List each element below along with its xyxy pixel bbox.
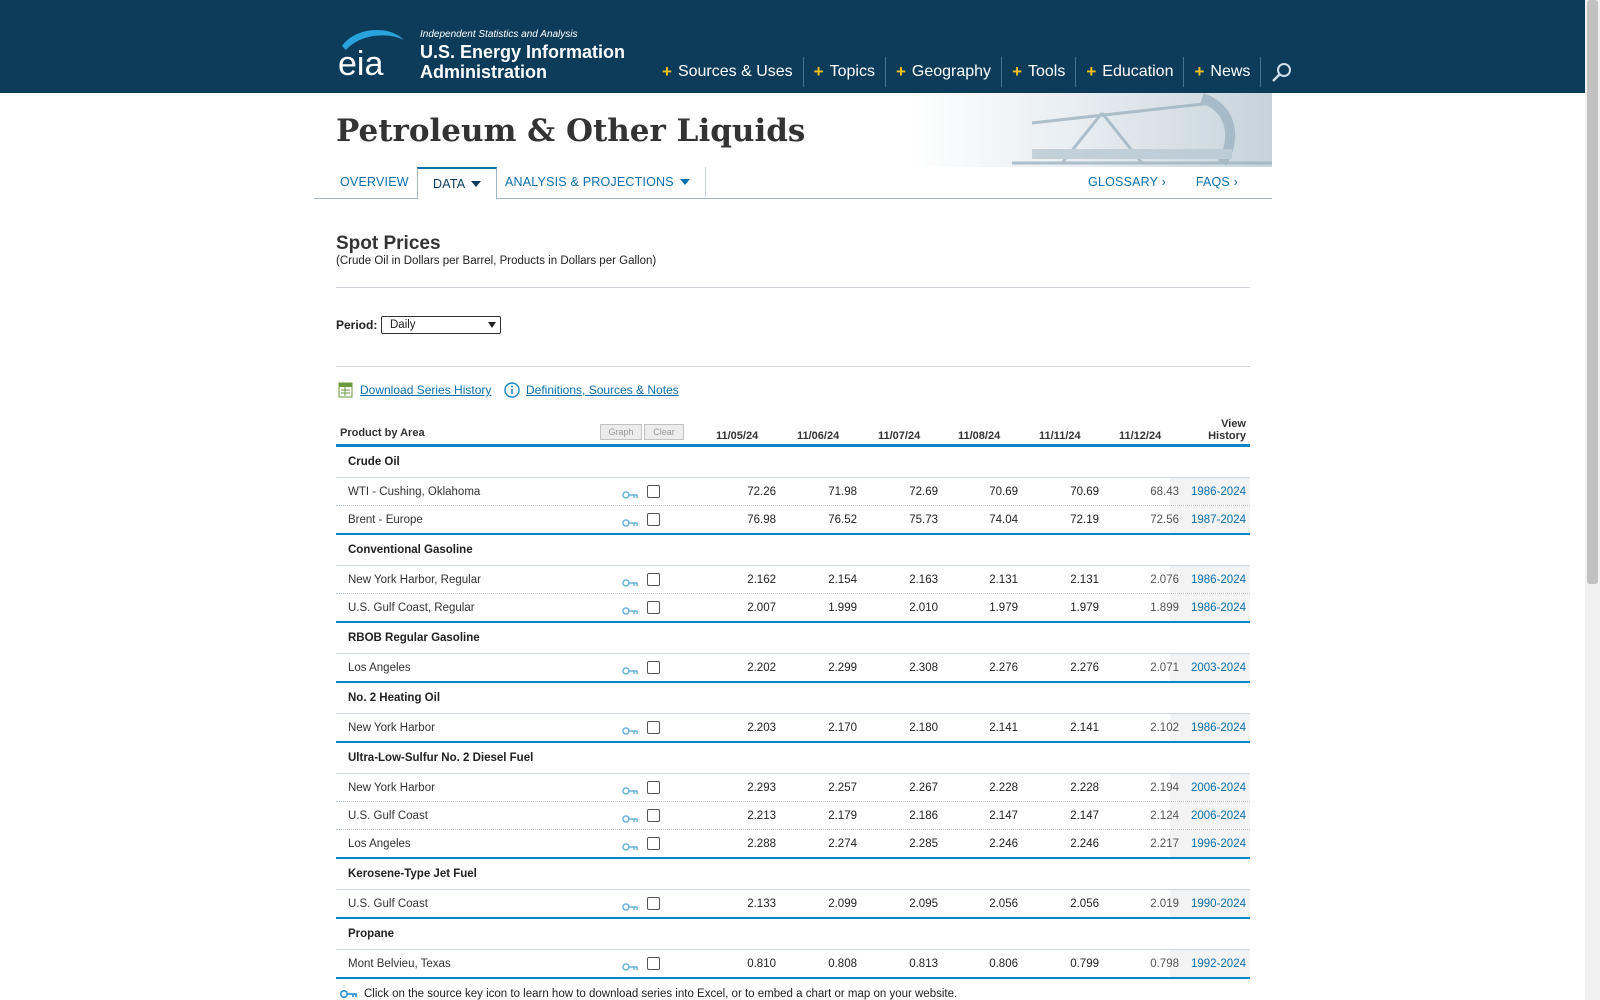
price-cell: 70.69 xyxy=(1070,486,1099,498)
nav-label: Topics xyxy=(829,63,875,80)
price-cell: 2.019 xyxy=(1150,898,1179,910)
price-cell: 72.19 xyxy=(1070,514,1099,526)
graph-checkbox[interactable] xyxy=(647,837,660,850)
view-history-header xyxy=(1208,418,1246,442)
plus-icon: + xyxy=(1194,62,1205,81)
price-cell: 71.98 xyxy=(828,486,857,498)
price-cell: 72.56 xyxy=(1150,514,1179,526)
view-history-link[interactable]: 2006-2024 xyxy=(1191,782,1246,794)
graph-checkbox[interactable] xyxy=(647,897,660,910)
date-header: 11/11/24 xyxy=(1039,430,1081,442)
price-cell: 2.202 xyxy=(747,662,776,674)
row-label: U.S. Gulf Coast, Regular xyxy=(348,602,475,614)
row-label: U.S. Gulf Coast xyxy=(348,898,428,910)
view-history-link[interactable]: 1990-2024 xyxy=(1191,898,1246,910)
group-header-row xyxy=(336,535,1250,566)
group-header-row xyxy=(336,683,1250,714)
price-cell: 2.170 xyxy=(828,722,857,734)
price-cell: 2.162 xyxy=(747,574,776,586)
section-subnav xyxy=(314,167,1272,199)
view-history-link[interactable]: 1986-2024 xyxy=(1191,486,1246,498)
view-history-link[interactable]: 1992-2024 xyxy=(1191,958,1246,970)
price-cell: 72.26 xyxy=(747,486,776,498)
top-header xyxy=(0,0,1585,93)
row-label: Mont Belvieu, Texas xyxy=(348,958,451,970)
price-cell: 2.099 xyxy=(828,898,857,910)
price-cell: 2.299 xyxy=(828,662,857,674)
price-cell: 2.056 xyxy=(989,898,1018,910)
price-cell: 72.69 xyxy=(909,486,938,498)
price-cell: 2.217 xyxy=(1150,838,1179,850)
price-cell: 2.276 xyxy=(1070,662,1099,674)
product-by-area-header: Product by Area xyxy=(340,427,425,439)
eia-logo[interactable] xyxy=(336,26,626,82)
tab-data[interactable] xyxy=(417,167,497,200)
row-label: Brent - Europe xyxy=(348,514,423,526)
price-cell: 1.979 xyxy=(989,602,1018,614)
graph-checkbox[interactable] xyxy=(647,957,660,970)
row-label: U.S. Gulf Coast xyxy=(348,810,428,822)
date-header: 11/06/24 xyxy=(797,430,840,442)
view-history-link[interactable]: 1987-2024 xyxy=(1191,514,1246,526)
nav-topics[interactable] xyxy=(804,57,886,87)
tab-glossary[interactable] xyxy=(1078,167,1176,197)
view-history-link[interactable]: 2003-2024 xyxy=(1191,662,1246,674)
table-body xyxy=(336,447,1250,979)
date-header: 11/12/24 xyxy=(1119,430,1162,442)
group-header-row xyxy=(336,919,1250,950)
view-history-link[interactable]: 1986-2024 xyxy=(1191,574,1246,586)
price-cell: 2.186 xyxy=(909,810,938,822)
table-row xyxy=(336,830,1250,859)
price-cell: 0.810 xyxy=(747,958,776,970)
source-key-note-text: Click on the source key icon to learn how to download series into Excel, or to embed a chart or map on your website. xyxy=(364,988,958,1000)
plus-icon: + xyxy=(1012,62,1022,81)
table-row xyxy=(336,890,1250,919)
price-cell: 2.285 xyxy=(909,838,938,850)
price-cell: 2.274 xyxy=(828,838,857,850)
price-cell: 2.071 xyxy=(1150,662,1179,674)
price-cell: 2.228 xyxy=(989,782,1018,794)
group-header-row xyxy=(336,743,1250,774)
main-nav xyxy=(652,56,1297,88)
price-cell: 76.98 xyxy=(747,514,776,526)
table-row xyxy=(336,714,1250,743)
price-cell: 2.131 xyxy=(989,574,1018,586)
price-cell: 2.147 xyxy=(1070,810,1099,822)
price-cell: 74.04 xyxy=(989,514,1018,526)
price-cell: 2.276 xyxy=(989,662,1018,674)
nav-label: Sources & Uses xyxy=(677,63,793,80)
group-label: Propane xyxy=(348,928,395,940)
price-cell: 2.308 xyxy=(909,662,938,674)
price-cell: 2.141 xyxy=(989,722,1018,734)
group-label: Crude Oil xyxy=(348,456,400,468)
date-header: 11/05/24 xyxy=(716,430,759,442)
price-cell: 2.246 xyxy=(989,838,1018,850)
download-link-text[interactable]: Download Series History xyxy=(360,383,492,397)
price-cell: 2.257 xyxy=(828,782,857,794)
price-cell: 76.52 xyxy=(828,514,857,526)
price-cell: 2.194 xyxy=(1150,782,1179,794)
view-history-link[interactable]: 2006-2024 xyxy=(1191,810,1246,822)
price-cell: 2.246 xyxy=(1070,838,1099,850)
nav-label: Education xyxy=(1102,63,1174,80)
view-history-link[interactable]: 1996-2024 xyxy=(1191,838,1246,850)
plus-icon: + xyxy=(662,62,672,81)
tab-faqs[interactable] xyxy=(1186,167,1248,197)
eia-logo-icon xyxy=(336,26,406,82)
price-cell: 68.43 xyxy=(1150,486,1179,498)
source-key-icon[interactable] xyxy=(622,603,638,613)
price-cell: 2.179 xyxy=(828,810,857,822)
excel-download-icon xyxy=(338,382,354,398)
price-cell: 2.131 xyxy=(1070,574,1099,586)
tab-label: GLOSSARY › xyxy=(1088,175,1166,189)
group-header-row xyxy=(336,859,1250,890)
nav-education[interactable] xyxy=(1076,57,1184,87)
row-label: New York Harbor, Regular xyxy=(348,574,481,586)
price-cell: 2.076 xyxy=(1150,574,1179,586)
row-label: WTI - Cushing, Oklahoma xyxy=(348,486,481,498)
price-cell: 2.133 xyxy=(747,898,776,910)
info-icon xyxy=(504,382,520,398)
plus-icon: + xyxy=(895,62,906,81)
logo-agency-name: U.S. Energy Information Administration xyxy=(420,42,626,82)
table-row xyxy=(336,654,1250,683)
table-row xyxy=(336,566,1250,594)
date-header: 11/08/24 xyxy=(958,430,1001,442)
section-banner xyxy=(314,93,1272,167)
price-cell: 2.267 xyxy=(909,782,938,794)
source-key-icon[interactable] xyxy=(622,575,638,585)
source-key-icon[interactable] xyxy=(622,515,638,525)
table-row xyxy=(336,506,1250,535)
table-row xyxy=(336,950,1250,979)
graph-checkbox[interactable] xyxy=(647,573,660,586)
table-row xyxy=(336,594,1250,623)
clear-button[interactable]: Clear xyxy=(644,424,684,440)
source-key-note xyxy=(340,988,957,1000)
scrollbar-thumb[interactable] xyxy=(1587,0,1598,584)
graph-checkbox[interactable] xyxy=(647,781,660,794)
group-label: Kerosene-Type Jet Fuel xyxy=(348,868,477,880)
section-subtitle: (Crude Oil in Dollars per Barrel, Products in Dollars per Gallon) xyxy=(336,255,657,267)
view-history-line1: View xyxy=(1221,418,1246,430)
price-cell: 2.102 xyxy=(1150,722,1179,734)
nav-label: News xyxy=(1210,63,1251,80)
search-button[interactable] xyxy=(1267,57,1297,87)
price-cell: 2.010 xyxy=(909,602,938,614)
source-key-icon[interactable] xyxy=(622,839,638,849)
price-cell: 2.056 xyxy=(1070,898,1099,910)
source-key-icon[interactable] xyxy=(622,899,638,909)
tab-label: FAQS › xyxy=(1195,175,1238,189)
price-cell: 2.154 xyxy=(828,574,857,586)
group-label: No. 2 Heating Oil xyxy=(348,692,441,704)
price-cell: 2.213 xyxy=(747,810,776,822)
view-history-link[interactable]: 1986-2024 xyxy=(1191,602,1246,614)
price-cell: 2.007 xyxy=(747,602,776,614)
source-key-icon[interactable] xyxy=(622,811,638,821)
table-row xyxy=(336,774,1250,802)
source-key-icon[interactable] xyxy=(622,723,638,733)
price-cell: 1.979 xyxy=(1070,602,1099,614)
tab-label: ANALYSIS & PROJECTIONS xyxy=(505,175,674,189)
svg-text:eia: eia xyxy=(338,45,384,82)
group-header-row xyxy=(336,623,1250,654)
price-cell: 1.999 xyxy=(828,602,857,614)
date-header: 11/07/24 xyxy=(878,430,921,442)
price-cell: 2.228 xyxy=(1070,782,1099,794)
graph-checkbox[interactable] xyxy=(647,485,660,498)
chevron-down-icon xyxy=(680,179,690,185)
price-cell: 2.163 xyxy=(909,574,938,586)
source-key-icon[interactable] xyxy=(622,663,638,673)
price-cell: 2.203 xyxy=(747,722,776,734)
graph-button[interactable]: Graph xyxy=(600,424,642,440)
price-cell: 2.124 xyxy=(1150,810,1179,822)
period-value: Daily xyxy=(390,319,416,331)
plus-icon: + xyxy=(1086,62,1097,81)
search-icon xyxy=(1271,61,1293,83)
row-label: New York Harbor xyxy=(348,782,435,794)
graph-checkbox[interactable] xyxy=(647,809,660,822)
graph-checkbox[interactable] xyxy=(647,721,660,734)
table-header xyxy=(336,412,1250,447)
chevron-down-icon xyxy=(471,181,481,187)
graph-checkbox[interactable] xyxy=(647,601,660,614)
nav-geography[interactable] xyxy=(886,57,1002,87)
price-cell: 70.69 xyxy=(989,486,1018,498)
price-cell: 0.806 xyxy=(989,958,1018,970)
page-title: Petroleum & Other Liquids xyxy=(336,113,806,149)
download-series-history[interactable] xyxy=(338,382,491,398)
row-label: Los Angeles xyxy=(348,838,411,850)
price-cell: 0.813 xyxy=(909,958,938,970)
price-cell: 2.147 xyxy=(989,810,1018,822)
group-label: Conventional Gasoline xyxy=(348,544,473,556)
group-label: Ultra-Low-Sulfur No. 2 Diesel Fuel xyxy=(348,752,534,764)
row-label: New York Harbor xyxy=(348,722,435,734)
chevron-down-icon xyxy=(488,322,496,328)
group-label: RBOB Regular Gasoline xyxy=(348,632,480,644)
period-label: Period: xyxy=(336,318,378,332)
tab-label: OVERVIEW xyxy=(340,175,409,189)
graph-checkbox[interactable] xyxy=(647,661,660,674)
source-key-icon[interactable] xyxy=(622,783,638,793)
divider xyxy=(336,287,1250,288)
view-history-link[interactable]: 1986-2024 xyxy=(1191,722,1246,734)
pumpjack-image xyxy=(972,93,1272,167)
graph-checkbox[interactable] xyxy=(647,513,660,526)
price-cell: 2.293 xyxy=(747,782,776,794)
price-cell: 2.288 xyxy=(747,838,776,850)
definitions-sources-notes[interactable] xyxy=(504,382,679,398)
nav-tools[interactable] xyxy=(1002,57,1076,87)
source-key-icon[interactable] xyxy=(622,959,638,969)
logo-tagline: Independent Statistics and Analysis xyxy=(420,29,578,40)
price-cell: 75.73 xyxy=(909,514,938,526)
nav-label: Geography xyxy=(911,63,992,80)
table-row xyxy=(336,478,1250,506)
price-cell: 0.799 xyxy=(1070,958,1099,970)
plus-icon: + xyxy=(813,62,824,81)
price-cell: 2.180 xyxy=(909,722,938,734)
definitions-link-text[interactable]: Definitions, Sources & Notes xyxy=(526,383,679,397)
view-history-line2: History xyxy=(1208,430,1246,442)
group-header-row xyxy=(336,447,1250,478)
nav-news[interactable] xyxy=(1184,57,1261,87)
period-select[interactable] xyxy=(381,316,501,334)
source-key-icon xyxy=(340,989,358,999)
spot-prices-table xyxy=(336,412,1250,979)
source-key-icon[interactable] xyxy=(622,487,638,497)
vertical-scrollbar[interactable] xyxy=(1585,0,1600,1000)
nav-label: Tools xyxy=(1028,63,1066,80)
tab-analysis-projections[interactable] xyxy=(490,167,706,197)
price-cell: 0.808 xyxy=(828,958,857,970)
price-cell: 2.141 xyxy=(1070,722,1099,734)
price-cell: 0.798 xyxy=(1150,958,1179,970)
divider xyxy=(336,366,1250,367)
tab-label: DATA xyxy=(433,177,466,191)
section-title: Spot Prices xyxy=(336,233,441,254)
nav-sources-uses[interactable] xyxy=(652,57,804,87)
row-label: Los Angeles xyxy=(348,662,411,674)
table-row xyxy=(336,802,1250,830)
price-cell: 2.095 xyxy=(909,898,938,910)
price-cell: 1.899 xyxy=(1150,602,1179,614)
